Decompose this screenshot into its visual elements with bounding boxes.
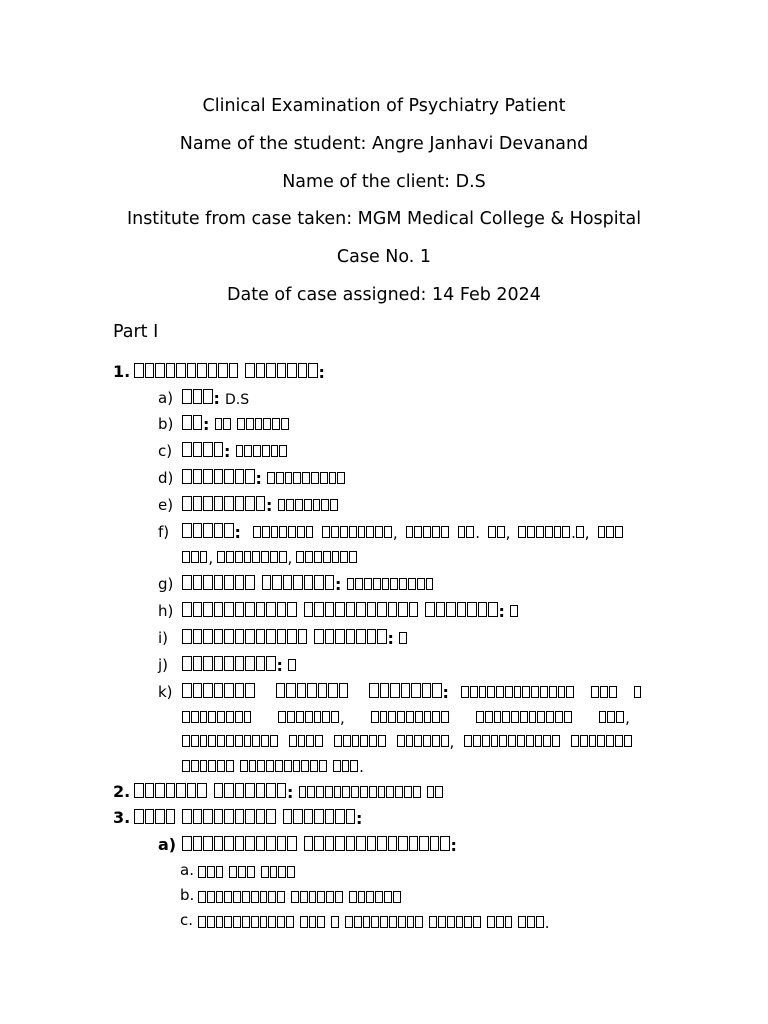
date-assigned-line: Date of case assigned: 14 Feb 2024: [227, 285, 541, 305]
item-a-row: : D.S: [182, 389, 249, 408]
item-f-row-cont: , ,: [182, 548, 358, 567]
section-3-heading: :: [134, 809, 362, 828]
section-2-marker: 2.: [113, 782, 131, 801]
unrendered-glyph-text: [134, 363, 319, 382]
subitem-a-row: [198, 863, 296, 882]
item-c-marker: c): [158, 442, 173, 460]
item-j-row: :: [182, 656, 297, 675]
subitem-b-row: [198, 888, 402, 907]
item-g-row: :: [182, 575, 434, 594]
item-k-row-cont-2: ,: [182, 732, 633, 751]
item-b-row: :: [182, 415, 290, 434]
item-c-row: :: [182, 442, 288, 461]
item-k-row-cont-3: .: [182, 757, 364, 776]
item-h-row: :: [182, 602, 519, 621]
section-1-marker: 1.: [113, 362, 131, 381]
case-number-line: Case No. 1: [336, 247, 432, 267]
item-d-row: :: [182, 469, 346, 488]
item-k-row-cont-1: , ,: [182, 708, 630, 727]
subitem-c-marker: c.: [180, 911, 194, 929]
item-e-marker: e): [158, 496, 174, 514]
item-j-marker: j): [158, 656, 169, 674]
item-a-marker: a): [158, 389, 174, 407]
item-e-row: :: [182, 496, 339, 515]
item-d-marker: d): [158, 469, 174, 487]
item-k-marker: k): [158, 683, 173, 701]
item-k-row: :: [182, 683, 642, 702]
subitem-c-row: .: [198, 913, 549, 932]
item-f-row: : , . , . ,: [182, 523, 624, 542]
item-h-marker: h): [158, 602, 174, 620]
section-3a-marker: a): [158, 835, 177, 854]
section-3a-heading: :: [182, 836, 457, 855]
part-label: Part I: [113, 322, 159, 342]
subitem-a-marker: a.: [180, 861, 194, 879]
document-title: Clinical Examination of Psychiatry Patient: [202, 96, 566, 116]
item-g-marker: g): [158, 575, 174, 593]
item-i-row: :: [182, 629, 408, 648]
section-3-marker: 3.: [113, 808, 131, 827]
section-1-heading: :: [134, 363, 325, 382]
subitem-b-marker: b.: [180, 886, 195, 904]
item-i-marker: i): [158, 629, 169, 647]
section-2-row: :: [134, 783, 444, 802]
client-name-line: Name of the client: D.S: [282, 172, 486, 192]
item-b-marker: b): [158, 415, 174, 433]
institute-line: Institute from case taken: MGM Medical College & Hospital: [126, 209, 642, 229]
item-a-value: D.S: [225, 392, 250, 408]
item-f-marker: f): [158, 523, 170, 541]
student-name-line: Name of the student: Angre Janhavi Devanand: [179, 134, 589, 154]
